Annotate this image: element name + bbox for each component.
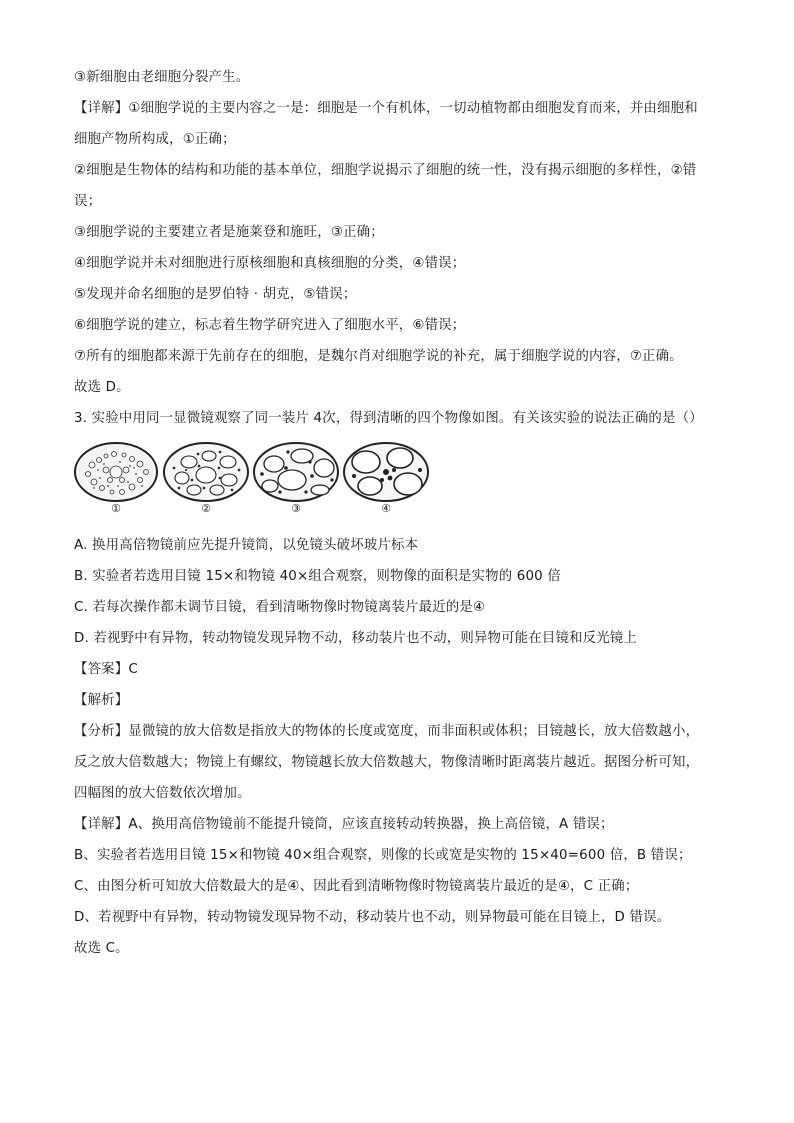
text-line: ③细胞学说的主要建立者是施莱登和施旺，③正确； bbox=[74, 225, 384, 240]
figure-label-3: ③ bbox=[291, 502, 301, 515]
figure-label-1: ① bbox=[111, 502, 121, 515]
view-4 bbox=[344, 443, 428, 501]
question-3: 3. 实验中用同一显微镜观察了同一装片 4次，得到清晰的四个物像如图。有关该实验的说法正确的是（） bbox=[74, 411, 703, 426]
text-line: 细胞产物所构成，①正确； bbox=[74, 132, 236, 147]
analysis-line: 反之放大倍数越大；物镜上有螺纹，物镜越长放大倍数越大，物像清晰时距离装片越近。据图分析可知， bbox=[74, 755, 700, 770]
text-line: ④细胞学说并未对细胞进行原核细胞和真核细胞的分类，④错误； bbox=[74, 256, 466, 271]
detail-line: 故选 C。 bbox=[74, 941, 129, 956]
option-c: C. 若每次操作都未调节目镜，看到清晰物像时物镜离装片最近的是④ bbox=[74, 600, 486, 615]
analysis-line: 【分析】显微镜的放大倍数是指放大的物体的长度或宽度，而非面积或体积；目镜越长，放大倍数越小， bbox=[74, 724, 700, 739]
detail-line: 【详解】A、换用高倍物镜前不能提升镜筒，应该直接转动转换器，换上高倍镜，A 错误； bbox=[74, 817, 614, 832]
text-line: ⑥细胞学说的建立，标志着生物学研究进入了细胞水平，⑥错误； bbox=[74, 318, 466, 333]
detail-line: D、若视野中有异物，转动物镜发现异物不动，移动装片也不动，则异物最可能在目镜上，D 错误。 bbox=[74, 910, 671, 925]
text-line: 误； bbox=[74, 194, 102, 209]
view-3 bbox=[254, 443, 338, 501]
text-line: ③新细胞由老细胞分裂产生。 bbox=[74, 70, 250, 85]
option-b: B. 实验者若选用目镜 15×和物镜 40×组合观察，则物像的面积是实物的 600 倍 bbox=[74, 569, 561, 584]
document-page bbox=[74, 62, 724, 964]
answer-line: 【答案】C bbox=[74, 662, 138, 677]
microscope-views bbox=[74, 440, 474, 520]
detail-line: C、由图分析可知放大倍数最大的是④、因此看到清晰物像时物镜离装片最近的是④，C 正确； bbox=[74, 879, 639, 894]
figure-label-2: ② bbox=[201, 502, 211, 515]
text-line: ⑤发现并命名细胞的是罗伯特 · 胡克，⑤错误； bbox=[74, 287, 357, 302]
view-2 bbox=[164, 443, 248, 501]
detail-line: B、实验者若选用目镜 15×和物镜 40×组合观察，则像的长或宽是实物的 15×40=600 倍，B 错误； bbox=[74, 848, 692, 863]
text-line: 【详解】①细胞学说的主要内容之一是：细胞是一个有机体，一切动植物都由细胞发育而来，并由细胞和 bbox=[74, 101, 698, 116]
option-a: A. 换用高倍物镜前应先提升镜筒，以免镜头破坏玻片标本 bbox=[74, 538, 419, 553]
analysis-line: 四幅图的放大倍数依次增加。 bbox=[74, 786, 251, 801]
view-1 bbox=[75, 443, 157, 501]
microscope-figure bbox=[74, 440, 474, 520]
text-line: ②细胞是生物体的结构和功能的基本单位，细胞学说揭示了细胞的统一性，没有揭示细胞的多样性，②错 bbox=[74, 163, 697, 178]
analysis-heading: 【解析】 bbox=[74, 693, 129, 708]
text-line: ⑦所有的细胞都来源于先前存在的细胞，是魏尔肖对细胞学说的补充，属于细胞学说的内容，⑦正确。 bbox=[74, 349, 683, 364]
option-d: D. 若视野中有异物，转动物镜发现异物不动，移动装片也不动，则异物可能在目镜和反光镜上 bbox=[74, 631, 638, 646]
figure-label-4: ④ bbox=[381, 502, 391, 515]
text-line: 故选 D。 bbox=[74, 380, 130, 395]
